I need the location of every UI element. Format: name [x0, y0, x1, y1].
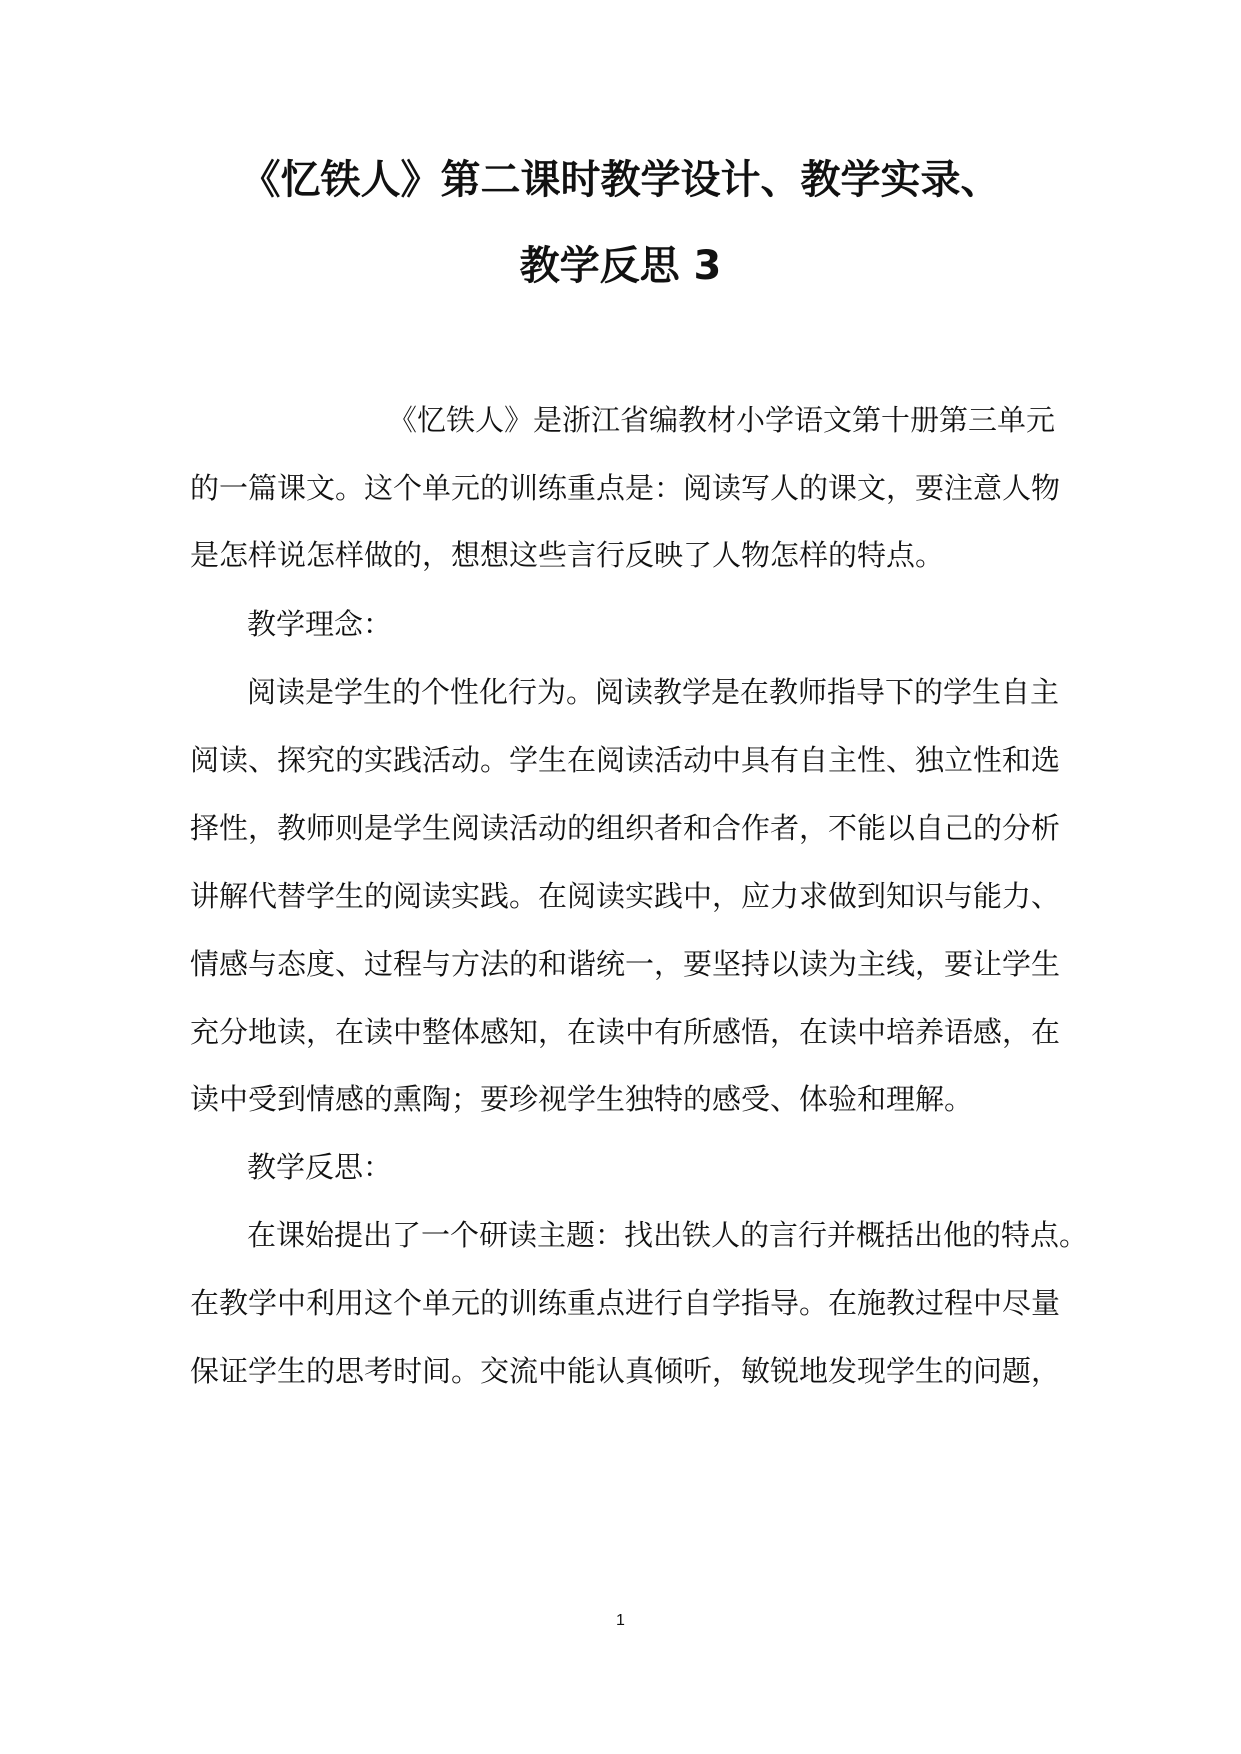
- body-line: 保证学生的思考时间。交流中能认真倾听，敏锐地发现学生的问题，: [190, 1354, 1061, 1388]
- body-line: 在教学中利用这个单元的训练重点进行自学指导。在施教过程中尽量: [190, 1286, 1061, 1320]
- page-number: 1: [616, 1612, 625, 1629]
- body-line: 阅读、探究的实践活动。学生在阅读活动中具有自主性、独立性和选: [190, 743, 1061, 777]
- body-line: 的一篇课文。这个单元的训练重点是：阅读写人的课文，要注意人物: [190, 471, 1061, 505]
- section-heading-teaching-reflection: 教学反思：: [247, 1150, 393, 1184]
- body-line: 充分地读，在读中整体感知，在读中有所感悟，在读中培养语感，在: [190, 1015, 1061, 1049]
- body-line: 择性，教师则是学生阅读活动的组织者和合作者，不能以自己的分析: [190, 811, 1061, 845]
- body-line: 读中受到情感的熏陶；要珍视学生独特的感受、体验和理解。: [190, 1082, 974, 1116]
- body-line: 讲解代替学生的阅读实践。在阅读实践中，应力求做到知识与能力、: [190, 879, 1061, 913]
- body-line: 情感与态度、过程与方法的和谐统一，要坚持以读为主线，要让学生: [190, 947, 1061, 981]
- body-line: 是怎样说怎样做的，想想这些言行反映了人物怎样的特点。: [190, 538, 945, 572]
- body-line: 《忆铁人》是浙江省编教材小学语文第十册第三单元: [388, 403, 1056, 437]
- body-line: 在课始提出了一个研读主题：找出铁人的言行并概括出他的特点。: [247, 1218, 1089, 1252]
- section-heading-teaching-philosophy: 教学理念：: [247, 607, 393, 641]
- body-line: 阅读是学生的个性化行为。阅读教学是在教师指导下的学生自主: [247, 675, 1060, 709]
- document-title-line-1: 《忆铁人》第二课时教学设计、教学实录、: [240, 157, 1001, 203]
- document-title-line-2: 教学反思 3: [519, 243, 722, 289]
